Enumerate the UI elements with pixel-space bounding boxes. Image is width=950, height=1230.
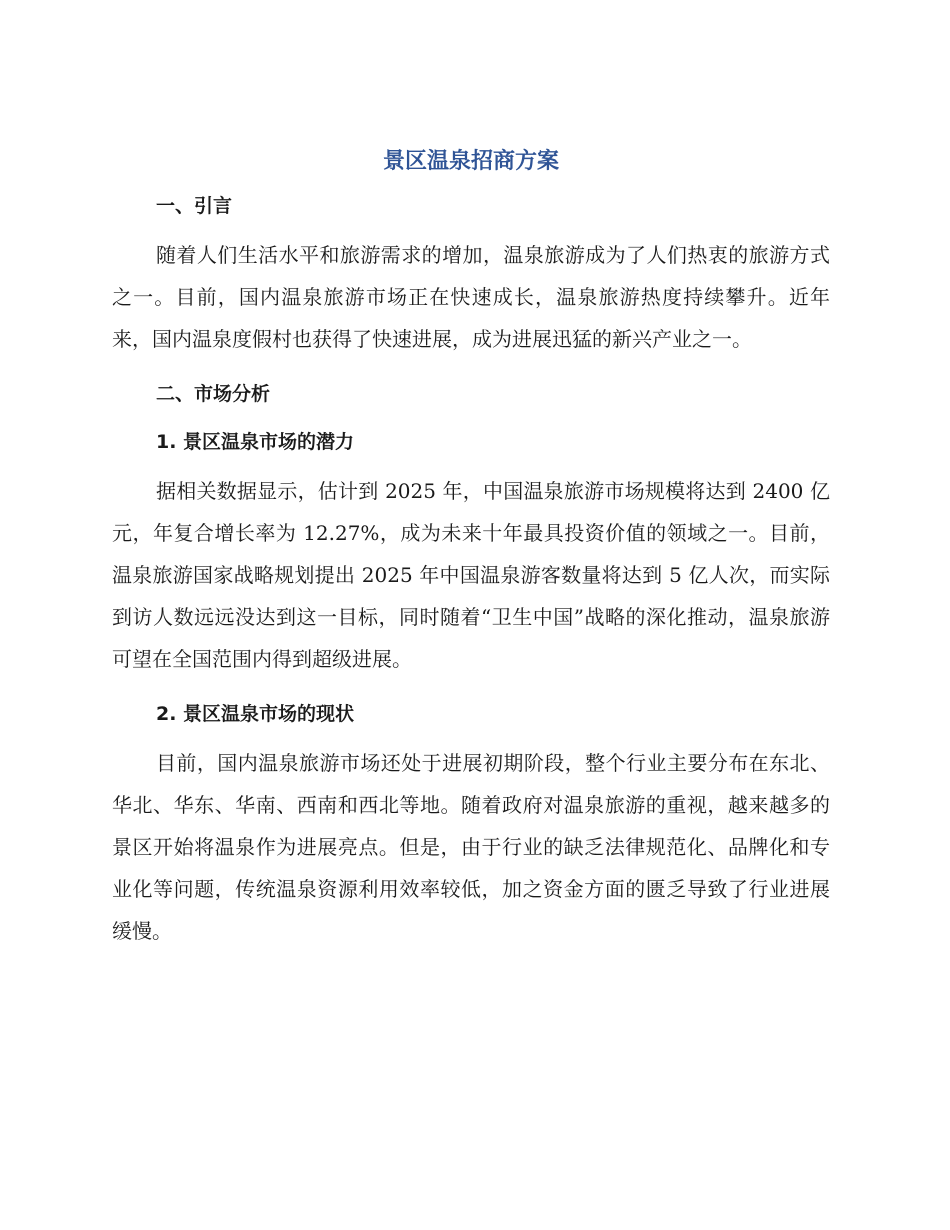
market-status-paragraph: 目前，国内温泉旅游市场还处于进展初期阶段，整个行业主要分布在东北、华北、华东、华南、西南和西北等地。随着政府对温泉旅游的重视，越来越多的景区开始将温泉作为进展亮点。但是，由于行业的缺乏法律规范化、品牌化和专业化等问题，传统温泉资源利用效率较低，加之资金方面的匮乏导致了行业进展缓慢。 — [112, 751, 830, 943]
subsection-heading-market-potential: 1. 景区温泉市场的潜力 — [156, 431, 355, 453]
document-title: 景区温泉招商方案 — [382, 149, 559, 174]
section-heading-market-analysis: 二、市场分析 — [156, 383, 271, 405]
section-heading-introduction: 一、引言 — [156, 195, 233, 217]
market-potential-paragraph: 据相关数据显示，估计到 2025 年，中国温泉旅游市场规模将达到 2400 亿元，年复合增长率为 12.27%，成为未来十年最具投资价值的领域之一。目前，温泉旅游国家战略规划提出 2025 年中国温泉游客数量将达到 5 亿人次，而实际到访人数远远没达到这一目标，同时随着“卫生中国”战略的深化推动，温泉旅游可望在全国范围内得到超级进展。 — [112, 479, 830, 671]
subsection-heading-market-status: 2. 景区温泉市场的现状 — [156, 703, 355, 725]
introduction-paragraph: 随着人们生活水平和旅游需求的增加，温泉旅游成为了人们热衷的旅游方式之一。目前，国内温泉旅游市场正在快速成长，温泉旅游热度持续攀升。近年来，国内温泉度假村也获得了快速进展，成为进展迅猛的新兴产业之一。 — [112, 243, 830, 351]
document-page — [112, 140, 830, 966]
